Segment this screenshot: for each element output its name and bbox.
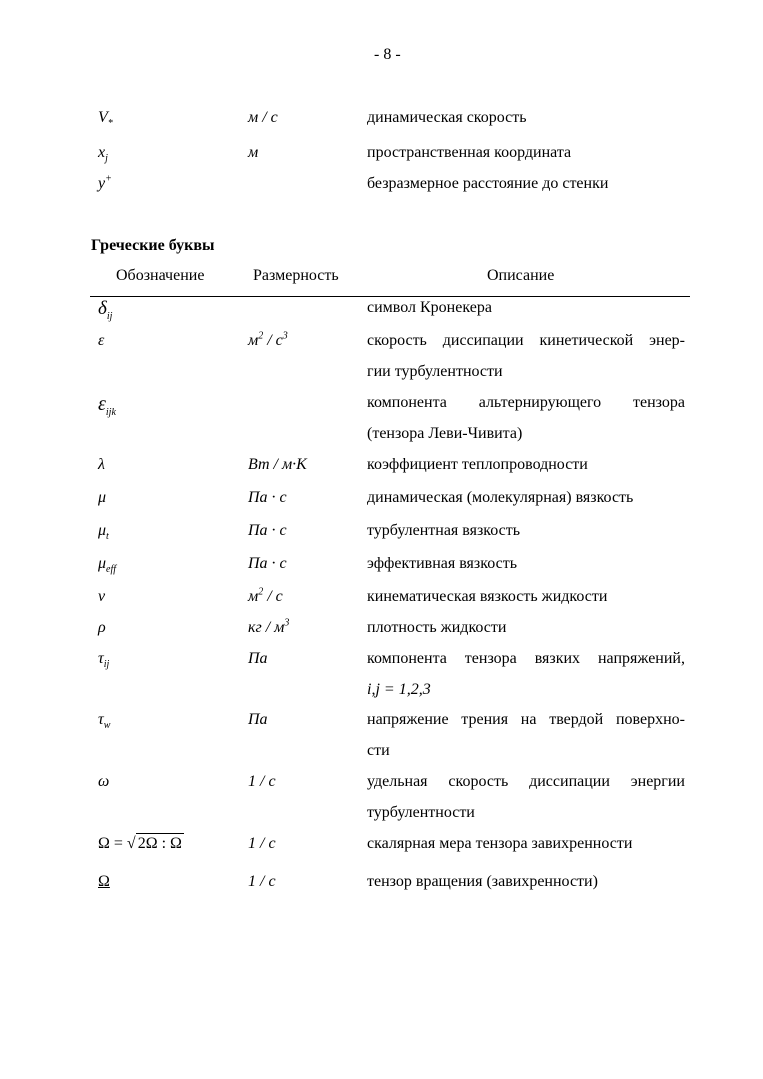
symbol-delta-ij: $\delta_{ij}$ — [98, 298, 113, 322]
description-cell: безразмерное расстояние до стенки — [367, 175, 609, 192]
description-cell-cont: турбулентности — [367, 804, 475, 821]
unit-cell: Па · с — [248, 489, 287, 506]
description-cell: удельная скорость диссипации энергии — [367, 773, 685, 790]
symbol-epsilon: ε — [98, 332, 105, 349]
symbol-x-j: $x_j$ — [98, 144, 108, 165]
description-cell: турбулентная вязкость — [367, 522, 521, 539]
header-rule — [90, 296, 690, 297]
description-cell-cont: (тензора Леви-Чивита) — [367, 425, 523, 442]
symbol-v-star: $V_*$ — [98, 109, 113, 130]
symbol-omega: ω — [98, 773, 110, 790]
description-cell: символ Кронекера — [367, 299, 492, 316]
unit-cell: 1 / с — [248, 773, 276, 790]
description-cell-cont: i,j = 1,2,3 — [367, 681, 431, 698]
page-number: - 8 - — [374, 46, 401, 63]
symbol-lambda: λ — [98, 456, 105, 473]
description-cell-cont: сти — [367, 742, 390, 759]
sqrt-sign: √ — [126, 835, 136, 852]
unit-cell: 1 / с — [248, 873, 276, 890]
symbol-omega-tensor: Ω — [98, 873, 110, 890]
symbol-mu: μ — [98, 489, 107, 506]
symbol-mu-eff: $\mu_{eff}$ — [98, 555, 117, 576]
description-cell: кинематическая вязкость жидкости — [367, 588, 608, 605]
description-cell: напряжение трения на твердой поверхно- — [367, 711, 685, 728]
unit-cell: Па · с — [248, 555, 287, 572]
unit-cell: $м^2$ / с — [248, 586, 283, 605]
description-cell: скалярная мера тензора завихренности — [367, 835, 633, 852]
unit-cell: Па — [248, 711, 268, 728]
description-cell: пространственная координата — [367, 144, 572, 161]
section-heading: Греческие буквы — [91, 237, 215, 254]
column-header-unit: Размерность — [253, 267, 339, 284]
description-cell: скорость диссипации кинетической энер- — [367, 332, 685, 349]
symbol-y-plus: y+ — [98, 173, 112, 192]
unit-cell: Па — [248, 650, 268, 667]
description-cell-cont: гии турбулентности — [367, 363, 503, 380]
symbol-epsilon-ijk: $\varepsilon_{ijk}$ — [98, 393, 116, 418]
symbol-omega-scalar: Ω = √ 2Ω : Ω — [98, 835, 182, 852]
unit-cell: м — [248, 144, 259, 161]
unit-cell: кг / $м^3$ — [248, 617, 290, 636]
unit-cell: м / с — [248, 109, 278, 126]
unit-cell: 1 / с — [248, 835, 276, 852]
description-cell: компонента альтернирующего тензора — [367, 394, 685, 411]
symbol-rho: ρ — [98, 619, 106, 636]
unit-cell: Вт / м·К — [248, 456, 307, 473]
description-cell: тензор вращения (завихренности) — [367, 873, 598, 890]
description-cell: динамическая (молекулярная) вязкость — [367, 489, 634, 506]
sqrt-radicand: 2Ω : Ω — [137, 835, 182, 852]
description-cell: компонента тензора вязких напряжений, — [367, 650, 685, 667]
description-cell: динамическая скорость — [367, 109, 527, 126]
description-cell: плотность жидкости — [367, 619, 507, 636]
symbol-tau-ij: $\tau_{ij}$ — [98, 650, 110, 671]
symbol-tau-w: $\tau_w$ — [98, 711, 111, 732]
description-cell: эффективная вязкость — [367, 555, 517, 572]
column-header-description: Описание — [487, 267, 555, 284]
symbol-nu: ν — [98, 588, 106, 605]
column-header-symbol: Обозначение — [116, 267, 205, 284]
symbol-mu-t: $\mu_t$ — [98, 522, 109, 543]
description-cell: коэффициент теплопроводности — [367, 456, 588, 473]
unit-cell: $м^2 / с^3$ — [248, 330, 288, 349]
unit-cell: Па · с — [248, 522, 287, 539]
